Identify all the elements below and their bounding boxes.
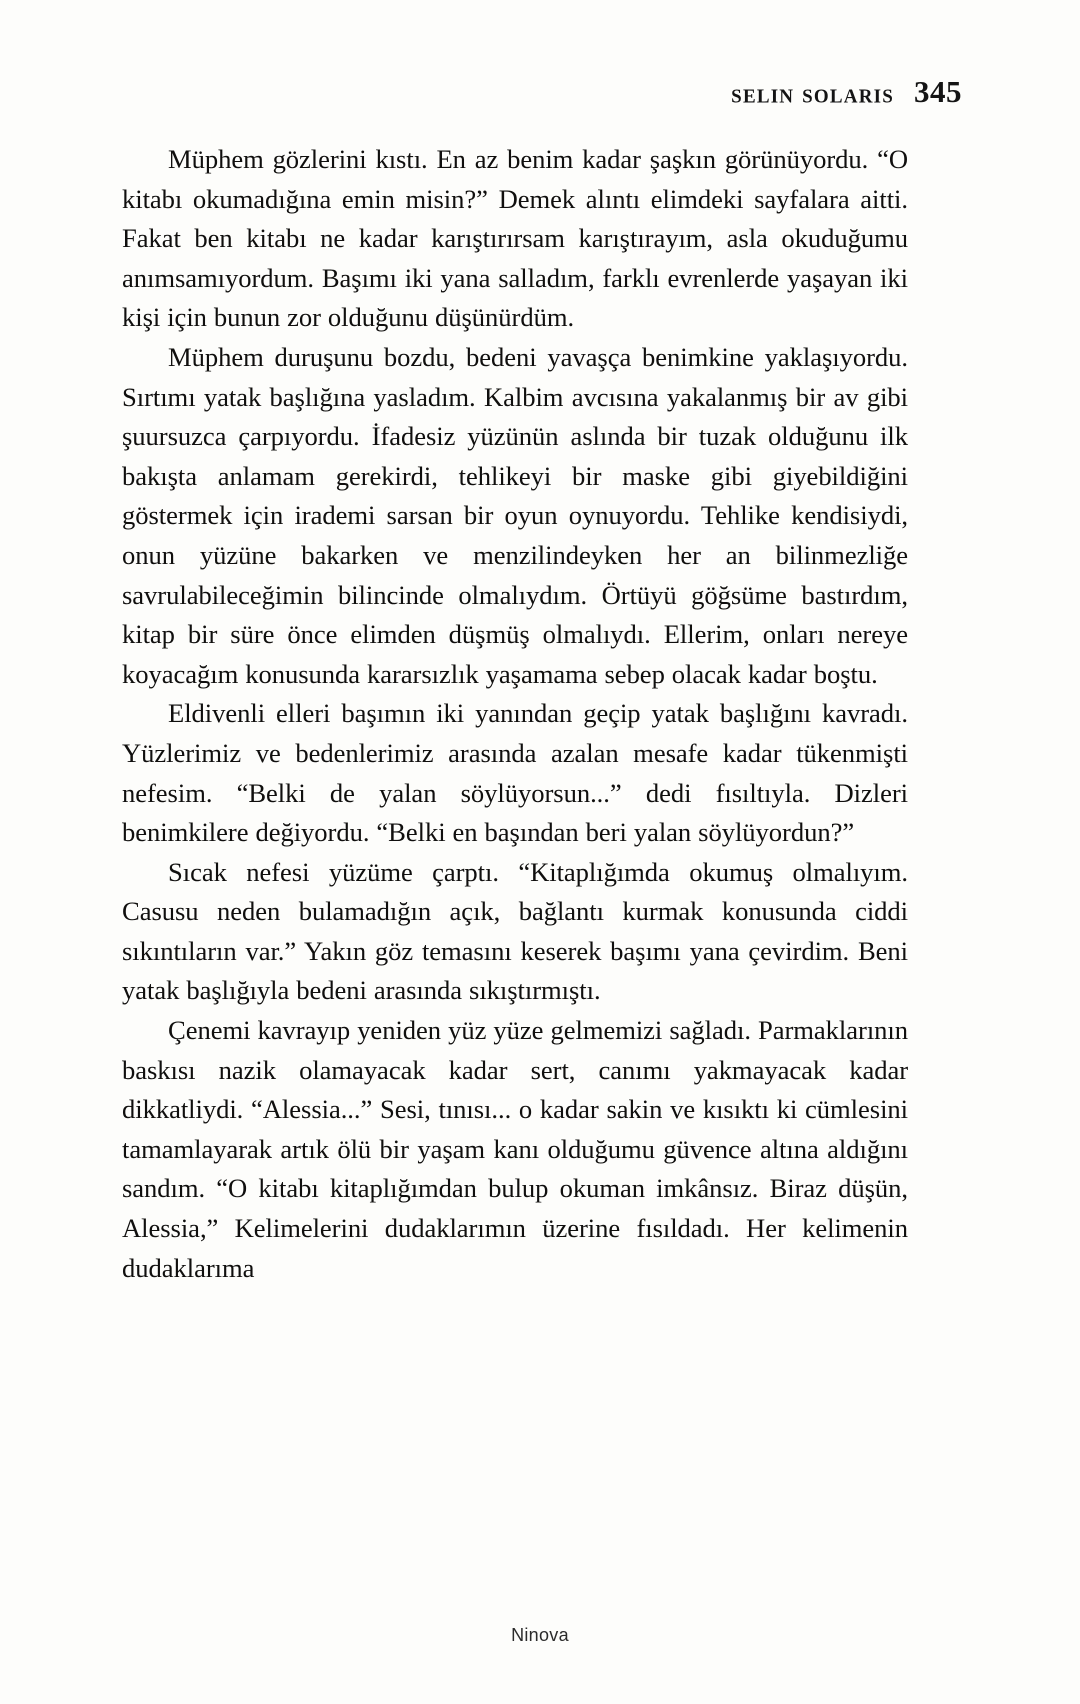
body-text-block [122,140,908,1288]
page-number: 345 [914,74,962,109]
paragraph: Sıcak nefesi yüzüme çarptı. “Kitaplığımda okumuş olmalıyım. Casusu neden bulamadığın açık, bağlantı kurmak konusunda ciddi sıkıntıların var.” Yakın göz temasını keserek başımı yana çevirdim. Beni yatak başlığıyla bedeni arasında sıkıştırmıştı. [122,856,908,1006]
paragraph: Müphem gözlerini kıstı. En az benim kadar şaşkın görünüyordu. “O kitabı okumadığına emin misin?” Demek alıntı elimdeki sayfalara aitti. Fakat ben kitabı ne kadar karıştırırsam karıştırayım, asla okuduğumu anımsamıyordum. Başımı iki yana salladım, farklı evrenlerde yaşayan iki kişi için bunun zor olduğunu düşünürdüm. [122,144,908,333]
paragraph: Müphem duruşunu bozdu, bedeni yavaşça benimkine yaklaşıyordu. Sırtımı yatak başlığına yasladım. Kalbim avcısına yakalanmış bir av gibi şuursuzca çarpıyordu. İfadesiz yüzünün aslında bir tuzak olduğunu ilk bakışta anlamam gerekirdi, tehlikeyi bir maske gibi giyebildiğini göstermek için irademi sarsan bir oyun oynuyordu. Tehlike kendisiydi, onun yüzüne bakarken ve menzilindeyken her an bilinmezliğe savrulabileceğimin bilincinde olmalıydım. Örtüyü göğsüme bastırdım, kitap bir süre önce elimden düşmüş olmalıydı. Ellerim, onları nereye koyacağım konusunda kararsızlık yaşamama sebep olacak kadar boştu. [122,341,908,689]
paragraph: Eldivenli elleri başımın iki yanından geçip yatak başlığını kavradı. Yüzlerimiz ve bedenlerimiz arasında azalan mesafe kadar tükenmişti nefesim. “Belki de yalan söylüyorsun...” dedi fısıltıyla. Dizleri benimkilere değiyordu. “Belki en başından beri yalan söylüyordun?” [122,698,908,848]
paragraph: Çenemi kavrayıp yeniden yüz yüze gelmemizi sağladı. Parmaklarının baskısı nazik olamayacak kadar sert, canımı yakmayacak kadar dikkatliydi. “Alessia...” Sesi, tınısı... o kadar sakin ve kısıktı ki cümlesini tamamlayarak artık ölü bir yaşam kanı olduğumu güvence altına aldığını sandım. “O kitabı kitaplığımdan bulup okuman imkânsız. Biraz düşün, Alessia,” Kelimelerini dudaklarımın üzerine fısıldadı. Her kelimenin dudaklarıma [122,1015,908,1283]
running-header [0,74,962,110]
running-header-book-title: selin solaris [731,77,894,109]
footer-watermark: Ninova [511,1625,569,1645]
page-footer [0,1625,1080,1646]
